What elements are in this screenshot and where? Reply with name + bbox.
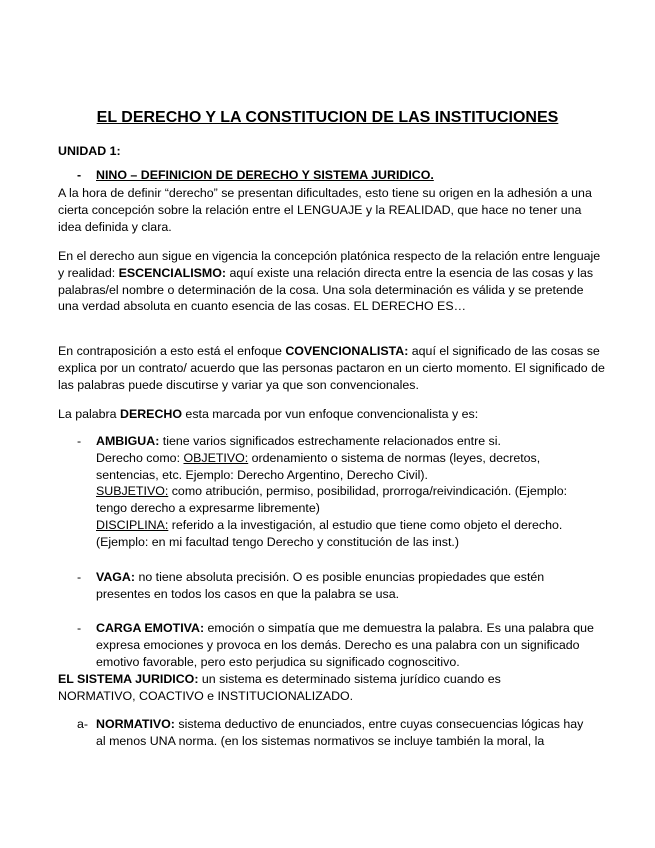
paragraph-text: En contraposición a esto está el enfoque xyxy=(58,344,286,358)
term-convencionalista: COVENCIONALISTA: xyxy=(285,344,409,358)
item-text: tiene varios significados estrechamente relacionados entre si. xyxy=(159,434,501,448)
term-vaga: VAGA: xyxy=(96,570,136,584)
item-text: ordenamiento o sistema de normas (leyes, decretos, sentencias, etc. Ejemplo: Derecho Argentino, Derecho Civil). xyxy=(96,450,541,482)
document-title: EL DERECHO Y LA CONSTITUCION DE LAS INSTITUCIONES xyxy=(96,109,559,126)
term-objetivo: OBJETIVO: xyxy=(183,450,249,465)
bullet-marker: - xyxy=(77,434,82,448)
paragraph-text: En el derecho aun sigue en vigencia la concepción platónica respecto de la relación entre lenguaje y realidad: xyxy=(58,249,601,280)
list-marker-a: a- xyxy=(77,717,89,731)
paragraph-text: esta marcada por vun enfoque convencionalista y es: xyxy=(181,407,479,421)
list-item-vaga xyxy=(96,569,576,603)
term-subjetivo: SUBJETIVO: xyxy=(96,484,169,499)
paragraph-sistema-juridico xyxy=(58,671,538,705)
item-text: referido a la investigación, al estudio que tiene como objeto el derecho. (Ejemplo: en mi facultad tengo Derecho y constitución de las inst.) xyxy=(96,517,563,549)
item-text: sistema deductivo de enunciados, entre cuyas consecuencias lógicas hay al menos UNA norma. (en los sistemas normativos se incluye también la moral, la xyxy=(96,717,584,748)
section-heading: NINO – DEFINICION DE DERECHO Y SISTEMA JURIDICO. xyxy=(96,168,434,182)
section-dash: - xyxy=(77,168,82,182)
list-item-ambigua xyxy=(96,433,596,551)
term-escencialismo: ESCENCIALISMO: xyxy=(118,265,227,280)
list-item-carga-emotiva xyxy=(96,620,596,670)
paragraph-text: aquí el significado de las cosas se explica por un contrato/ acuerdo que las personas pactaron en un cierto momento. El significado de las palabras puede discutirse y variar ya que son convencionales. xyxy=(58,344,605,392)
unit-heading: UNIDAD 1: xyxy=(58,144,121,158)
paragraph-text: La palabra xyxy=(58,407,121,421)
item-text: no tiene absoluta precisión. O es posible enuncias propiedades que estén presentes en todos los casos en que la palabra se usa. xyxy=(96,570,545,601)
paragraph-convencionalista xyxy=(58,343,606,393)
term-ambigua: AMBIGUA: xyxy=(96,434,160,448)
term-disciplina: DISCIPLINA: xyxy=(96,517,169,532)
paragraph-escencialismo xyxy=(58,248,606,315)
item-text: emoción o simpatía que me demuestra la palabra. Es una palabra que expresa emociones y provoca en los demás. Derecho es una palabra con un significado emotivo favorable, pero esto perjudica su significado cognoscitivo. xyxy=(96,621,594,669)
item-text: Derecho como: xyxy=(96,450,184,465)
paragraph-derecho xyxy=(58,406,606,423)
term-sistema-juridico: EL SISTEMA JURIDICO: xyxy=(58,672,199,686)
paragraph-text: un sistema es determinado sistema jurídico cuando es NORMATIVO, COACTIVO e INSTITUCIONALIZADO. xyxy=(58,672,501,703)
term-carga-emotiva: CARGA EMOTIVA: xyxy=(96,621,205,635)
bullet-marker: - xyxy=(77,570,82,584)
paragraph-text: aquí existe una relación directa entre la esencia de las cosas y las palabras/el nombre o determinación de la cosa. Una sola determinación es válida y se pretende una verdad absoluta en cuanto esencia de las cosas. EL DERECHO ES… xyxy=(58,265,594,314)
item-text: como atribución, permiso, posibilidad, prorroga/reivindicación. (Ejemplo: tengo derecho a expresarme libremente) xyxy=(96,484,568,516)
paragraph-definition: A la hora de definir “derecho” se presentan dificultades, esto tiene su origen en la adhesión a una cierta concepción sobre la relación entre el LENGUAJE y la REALIDAD, que hace no tener una idea definida y clara. xyxy=(58,186,592,234)
term-derecho: DERECHO xyxy=(120,407,182,421)
term-normativo: NORMATIVO: xyxy=(96,717,175,731)
list-item-normativo xyxy=(96,716,594,750)
bullet-marker: - xyxy=(77,621,82,635)
